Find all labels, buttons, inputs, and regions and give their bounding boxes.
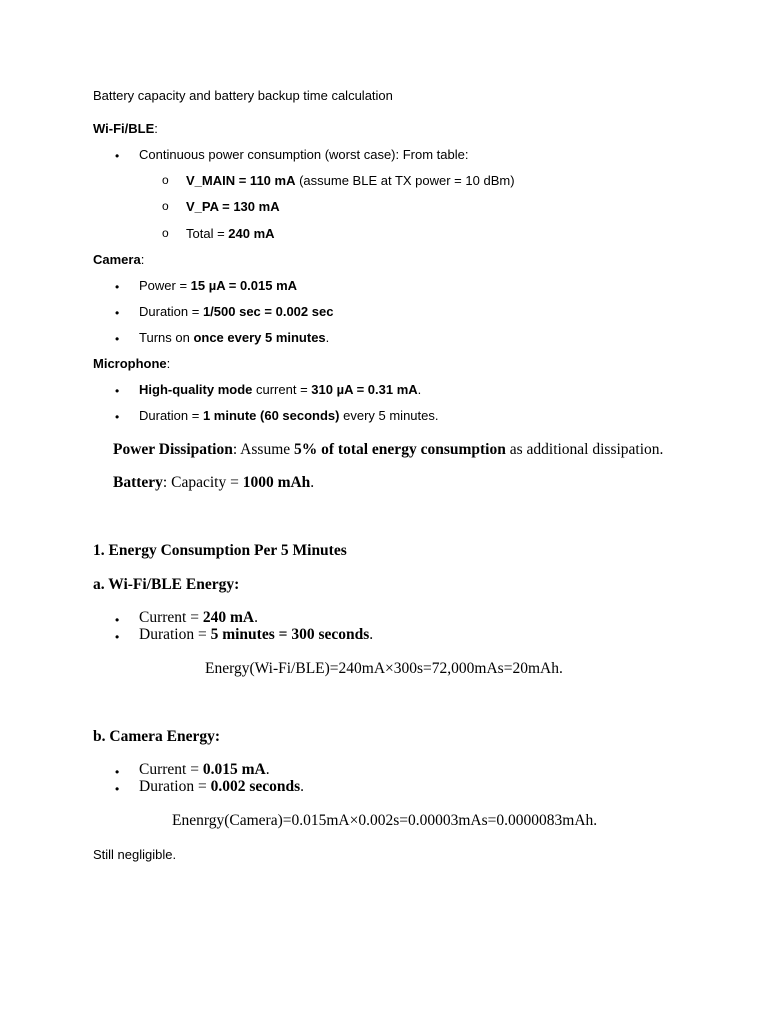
bullet-marker: • bbox=[115, 332, 120, 346]
sub-bullet-marker: o bbox=[162, 199, 169, 213]
a-duration-value: 5 minutes = 300 seconds bbox=[210, 626, 370, 643]
bullet-marker: • bbox=[115, 782, 120, 796]
bullet-marker: • bbox=[115, 384, 120, 398]
bullet-marker: • bbox=[115, 630, 120, 644]
microphone-heading bbox=[93, 355, 170, 373]
bullet-marker: • bbox=[115, 149, 120, 163]
vmain-value: V_MAIN = 110 mA bbox=[186, 173, 296, 188]
dissipation-label: Power Dissipation bbox=[113, 441, 233, 458]
dissipation-mid: : Assume bbox=[232, 441, 295, 458]
camera-duration-value: 1/500 sec = 0.002 sec bbox=[202, 304, 334, 319]
wifi-sub-vmain bbox=[186, 172, 515, 190]
bullet-marker: • bbox=[115, 410, 120, 424]
mic-mode-label: High-quality mode bbox=[139, 382, 253, 397]
microphone-duration bbox=[139, 407, 439, 425]
wifi-energy-duration bbox=[139, 625, 373, 645]
wifi-sub-total bbox=[186, 225, 275, 243]
bullet-marker: • bbox=[115, 306, 120, 320]
b-duration-label: Duration = bbox=[139, 778, 211, 795]
camera-heading-colon: : bbox=[140, 252, 145, 267]
bullet-marker: • bbox=[115, 765, 120, 779]
camera-heading-label: Camera bbox=[93, 252, 141, 267]
mic-duration-tail: every 5 minutes. bbox=[339, 408, 439, 423]
camera-duration-label: Duration = bbox=[139, 304, 203, 319]
camera-frequency bbox=[139, 329, 329, 347]
a-current-value: 240 mA bbox=[202, 609, 255, 626]
b-duration-value: 0.002 seconds bbox=[210, 778, 301, 795]
section-1b-heading: b. Camera Energy: bbox=[93, 728, 220, 745]
battery-period: . bbox=[310, 474, 315, 491]
microphone-heading-label: Microphone bbox=[93, 356, 167, 371]
section-1a-heading: a. Wi-Fi/BLE Energy: bbox=[93, 576, 240, 593]
bullet-marker: • bbox=[115, 280, 120, 294]
b-current-period: . bbox=[265, 761, 270, 778]
wifi-item-continuous: Continuous power consumption (worst case): From table: bbox=[139, 147, 469, 162]
dissipation-value: 5% of total energy consumption bbox=[294, 441, 506, 458]
battery-value: 1000 mAh bbox=[242, 474, 311, 491]
b-current-value: 0.015 mA bbox=[202, 761, 266, 778]
total-value: 240 mA bbox=[228, 226, 275, 241]
camera-power-label: Power = bbox=[139, 278, 191, 293]
camera-turns-value: once every 5 minutes bbox=[193, 330, 326, 345]
camera-energy-duration bbox=[139, 777, 304, 797]
vmain-note: (assume BLE at TX power = 10 dBm) bbox=[295, 173, 515, 188]
camera-power-value: 15 µA = 0.015 mA bbox=[190, 278, 298, 293]
battery-mid: : Capacity = bbox=[162, 474, 243, 491]
mic-duration-label: Duration = bbox=[139, 408, 203, 423]
b-current-label: Current = bbox=[139, 761, 203, 778]
camera-power bbox=[139, 277, 297, 295]
microphone-mode bbox=[139, 381, 421, 399]
a-duration-label: Duration = bbox=[139, 626, 211, 643]
mic-mode-mid: current = bbox=[252, 382, 312, 397]
a-current-label: Current = bbox=[139, 609, 203, 626]
dissipation-tail: as additional dissipation. bbox=[505, 441, 664, 458]
document-title: Battery capacity and battery backup time calculation bbox=[93, 88, 393, 103]
wifi-heading-label: Wi-Fi/BLE bbox=[93, 121, 155, 136]
camera-energy-formula: Enenrgy(Camera)=0.015mA×0.002s=0.00003mAs=0.0000083mAh. bbox=[172, 812, 598, 829]
mic-mode-value: 310 µA = 0.31 mA bbox=[311, 382, 418, 397]
mic-mode-period: . bbox=[417, 382, 422, 397]
sub-bullet-marker: o bbox=[162, 226, 169, 240]
section-1-heading: 1. Energy Consumption Per 5 Minutes bbox=[93, 542, 347, 559]
wifi-energy-formula: Energy(Wi-Fi/BLE)=240mA×300s=72,000mAs=20mAh. bbox=[205, 660, 563, 677]
wifi-sub-vpa bbox=[186, 198, 280, 216]
power-dissipation bbox=[113, 440, 663, 460]
a-duration-period: . bbox=[369, 626, 374, 643]
battery-label: Battery bbox=[113, 474, 163, 491]
total-label: Total = bbox=[186, 226, 229, 241]
camera-turns-label: Turns on bbox=[139, 330, 194, 345]
camera-heading bbox=[93, 251, 144, 269]
bullet-marker: • bbox=[115, 613, 120, 627]
battery-capacity bbox=[113, 473, 314, 493]
mic-duration-value: 1 minute (60 seconds) bbox=[202, 408, 340, 423]
wifi-heading bbox=[93, 120, 158, 138]
microphone-heading-colon: : bbox=[166, 356, 171, 371]
a-current-period: . bbox=[254, 609, 258, 626]
b-duration-period: . bbox=[300, 778, 305, 795]
vpa-value: V_PA = 130 mA bbox=[186, 199, 280, 214]
negligible-note: Still negligible. bbox=[93, 847, 177, 862]
sub-bullet-marker: o bbox=[162, 173, 169, 187]
camera-turns-period: . bbox=[325, 330, 330, 345]
camera-duration bbox=[139, 303, 333, 321]
wifi-heading-colon: : bbox=[154, 121, 158, 136]
